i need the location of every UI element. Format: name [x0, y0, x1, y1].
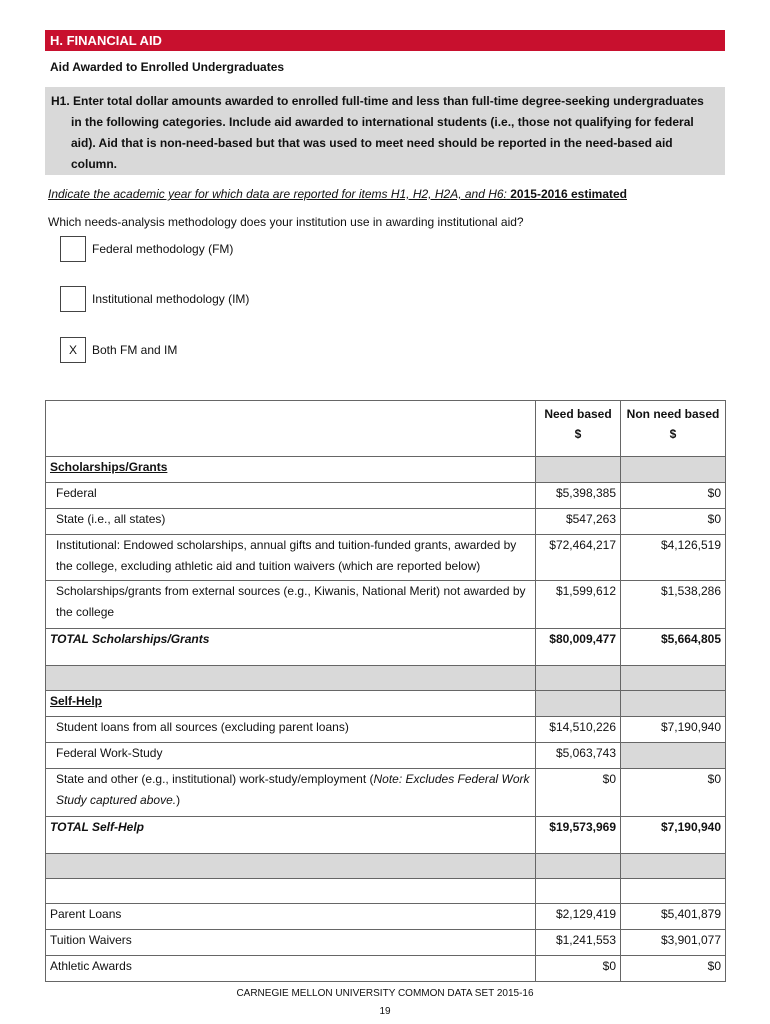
table-row: [46, 581, 726, 629]
row-label: Federal: [46, 483, 536, 509]
need-value: $0: [536, 769, 621, 817]
academic-year-prompt: Indicate the academic year for which data are reported for items H1, H2, H2A, and H6:: [48, 187, 507, 201]
table-row: [46, 483, 726, 509]
total-scholarships-label: TOTAL Scholarships/Grants: [46, 629, 536, 666]
blank-cell: [536, 879, 621, 904]
row-label: Student loans from all sources (excluding parent loans): [46, 717, 536, 743]
need-value: $72,464,217: [536, 535, 621, 581]
im-checkbox-label: Institutional methodology (IM): [92, 292, 250, 306]
section-title-bar: H. FINANCIAL AID: [45, 30, 725, 51]
blank-cell: [621, 879, 726, 904]
need-value: $5,063,743: [536, 743, 621, 769]
fm-checkbox-label: Federal methodology (FM): [92, 242, 234, 256]
row-label: Scholarships/grants from external sources (e.g., Kiwanis, National Merit) not awarded by the college: [46, 581, 536, 629]
spacer-row: [46, 854, 726, 879]
row-label: State (i.e., all states): [46, 509, 536, 535]
total-row: [46, 629, 726, 666]
fm-checkbox[interactable]: [60, 236, 86, 262]
total-need-value: $80,009,477: [536, 629, 621, 666]
selfhelp-heading-row: [46, 691, 726, 717]
spacer-row: [46, 666, 726, 691]
subheading: Aid Awarded to Enrolled Undergraduates: [50, 60, 285, 74]
page-footer: [0, 985, 770, 1021]
shaded-cell: [46, 666, 536, 691]
row-label: Parent Loans: [46, 904, 536, 930]
academic-year-line: [48, 187, 627, 201]
shaded-cell: [536, 691, 621, 717]
spacer-row-blank: [46, 879, 726, 904]
non-need-value: $0: [621, 509, 726, 535]
row-label: Athletic Awards: [46, 956, 536, 982]
total-non-need-value: $7,190,940: [621, 817, 726, 854]
need-value: $2,129,419: [536, 904, 621, 930]
table-header-row: [46, 401, 726, 457]
instruction-box: [45, 87, 725, 175]
row-label: Federal Work-Study: [46, 743, 536, 769]
selfhelp-heading: Self-Help: [46, 691, 536, 717]
table-row: [46, 509, 726, 535]
im-checkbox[interactable]: [60, 286, 86, 312]
need-value: $1,241,553: [536, 930, 621, 956]
shaded-cell: [536, 666, 621, 691]
row-label: State and other (e.g., institutional) work-study/employment (Note: Excludes Federal Work Study captured above.): [46, 769, 536, 817]
non-need-value: $0: [621, 483, 726, 509]
total-selfhelp-label: TOTAL Self-Help: [46, 817, 536, 854]
scholarships-heading-row: [46, 457, 726, 483]
blank-cell: [46, 879, 536, 904]
non-need-value: $3,901,077: [621, 930, 726, 956]
shaded-cell: [621, 457, 726, 483]
row-label-note: Note: Excludes Federal Work Study captured above.: [56, 772, 530, 807]
shaded-cell: [621, 854, 726, 879]
table-row: [46, 956, 726, 982]
row-label: Tuition Waivers: [46, 930, 536, 956]
table-row: [46, 535, 726, 581]
scholarships-heading: Scholarships/Grants: [46, 457, 536, 483]
need-value: $0: [536, 956, 621, 982]
non-need-value: $0: [621, 769, 726, 817]
both-checkbox[interactable]: X: [60, 337, 86, 363]
table-row: [46, 769, 726, 817]
shaded-cell: [621, 691, 726, 717]
total-need-value: $19,573,969: [536, 817, 621, 854]
non-need-value: $7,190,940: [621, 717, 726, 743]
footer-text: CARNEGIE MELLON UNIVERSITY COMMON DATA SET 2015-16: [236, 988, 534, 999]
table-row: [46, 904, 726, 930]
financial-aid-table: [45, 400, 726, 982]
non-need-value: $1,538,286: [621, 581, 726, 629]
need-value: $547,263: [536, 509, 621, 535]
total-row: [46, 817, 726, 854]
row-label: Institutional: Endowed scholarships, annual gifts and tuition-funded grants, awarded by the college, excluding athletic aid and tuition waivers (which are reported below): [46, 535, 536, 581]
non-need-value: $5,401,879: [621, 904, 726, 930]
instruction-text: H1. Enter total dollar amounts awarded to enrolled full-time and less than full-time degree-seeking undergraduates in the following categories. Include aid awarded to international students (i.e., those not qualifying for federal aid). Aid that is non-need-based but that was used to meet need should be reported in the need-based aid column.: [51, 94, 704, 171]
shaded-cell: [536, 457, 621, 483]
both-checkbox-label: Both FM and IM: [92, 343, 178, 357]
need-value: $1,599,612: [536, 581, 621, 629]
table-row: [46, 717, 726, 743]
need-value: $14,510,226: [536, 717, 621, 743]
shaded-cell: [536, 854, 621, 879]
table-row: [46, 743, 726, 769]
non-need-value: $4,126,519: [621, 535, 726, 581]
shaded-cell: [621, 743, 726, 769]
page-number: 19: [379, 1006, 391, 1017]
header-non-need-based: Non need based $: [621, 401, 726, 457]
table-row: [46, 930, 726, 956]
header-need-based: Need based $: [536, 401, 621, 457]
methodology-question: Which needs-analysis methodology does your institution use in awarding institutional aid?: [48, 215, 524, 229]
total-non-need-value: $5,664,805: [621, 629, 726, 666]
need-value: $5,398,385: [536, 483, 621, 509]
academic-year-value: 2015-2016 estimated: [510, 187, 627, 201]
shaded-cell: [46, 854, 536, 879]
shaded-cell: [621, 666, 726, 691]
header-blank-cell: [46, 401, 536, 457]
non-need-value: $0: [621, 956, 726, 982]
